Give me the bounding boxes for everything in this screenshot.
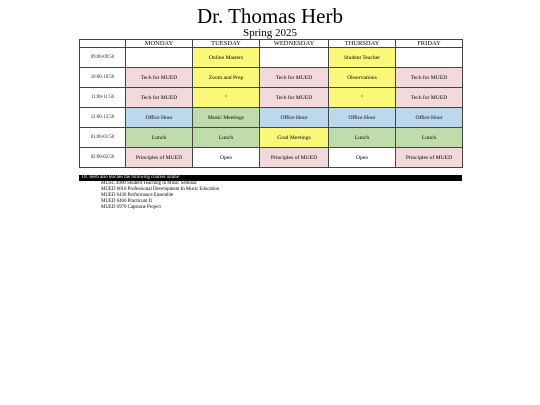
schedule-cell: Zoom and Prep — [193, 68, 260, 88]
schedule-cell: Student Teacher — [329, 48, 396, 68]
schedule-cell: Lunch — [193, 128, 260, 148]
schedule-cell: Open — [193, 148, 260, 168]
schedule-cell: Office Hour — [126, 108, 193, 128]
schedule-cell: Observations — [329, 68, 396, 88]
schedule-row — [80, 88, 463, 108]
schedule-row — [80, 68, 463, 88]
schedule-cell: Office Hour — [396, 108, 463, 128]
schedule-cell: Office Hour — [329, 108, 396, 128]
schedule-cell — [396, 48, 463, 68]
course-item: MUSC 4900 Student Teaching in Music Seminar — [101, 181, 198, 186]
time-slot: 12:00-12:50 — [80, 108, 126, 128]
online-courses-list — [101, 181, 219, 211]
schedule-cell: Lunch — [329, 128, 396, 148]
schedule-cell: Tech for MUED — [260, 88, 329, 108]
schedule-table — [79, 39, 463, 168]
schedule-cell: Lunch — [396, 128, 463, 148]
schedule-cell: Tech for MUED — [260, 68, 329, 88]
schedule-row — [80, 48, 463, 68]
course-item: MUED 6460 Practicum II — [101, 199, 152, 204]
header-row — [80, 40, 463, 48]
schedule-cell: Tech for MUED — [396, 68, 463, 88]
time-header — [80, 40, 126, 48]
schedule-cell: Music Meetings — [193, 108, 260, 128]
day-header: FRIDAY — [396, 40, 463, 48]
schedule-cell: Tech for MUED — [396, 88, 463, 108]
course-item: MUED 6430 Performance Ensemble — [101, 193, 174, 198]
day-header: TUESDAY — [193, 40, 260, 48]
schedule-cell: Office Hour — [260, 108, 329, 128]
schedule-cell: " — [193, 88, 260, 108]
schedule-cell: " — [329, 88, 396, 108]
day-header: THURSDAY — [329, 40, 396, 48]
day-header: WEDNESDAY — [260, 40, 329, 48]
schedule-cell: Tech for MUED — [126, 68, 193, 88]
schedule-cell: Lunch — [126, 128, 193, 148]
schedule-cell — [126, 48, 193, 68]
schedule-cell: Open — [329, 148, 396, 168]
schedule-cell: Tech for MUED — [126, 88, 193, 108]
online-courses-heading: Dr. Herb also teaches the following courses online: — [79, 175, 462, 181]
schedule-cell: Online Masters — [193, 48, 260, 68]
schedule-cell — [260, 48, 329, 68]
schedule-cell: Principles of MUED — [126, 148, 193, 168]
schedule-row — [80, 128, 463, 148]
schedule-cell: Principles of MUED — [396, 148, 463, 168]
time-slot: 02:00-02:50 — [80, 148, 126, 168]
time-slot: 11:00-11:50 — [80, 88, 126, 108]
time-slot: 09:00-09:50 — [80, 48, 126, 68]
time-slot: 01:00-01:50 — [80, 128, 126, 148]
day-header: MONDAY — [126, 40, 193, 48]
schedule-row — [80, 148, 463, 168]
page-title: Dr. Thomas Herb — [196, 4, 343, 28]
schedule-cell: Grad Meetings — [260, 128, 329, 148]
page-subtitle: Spring 2025 — [242, 27, 298, 39]
course-item: MUED 6010 Professional Development In Music Education — [101, 187, 220, 192]
schedule-cell: Principles of MUED — [260, 148, 329, 168]
schedule-row — [80, 108, 463, 128]
time-slot: 10:00-10:50 — [80, 68, 126, 88]
course-item: MUED 6970 Capstone Project — [101, 205, 161, 210]
